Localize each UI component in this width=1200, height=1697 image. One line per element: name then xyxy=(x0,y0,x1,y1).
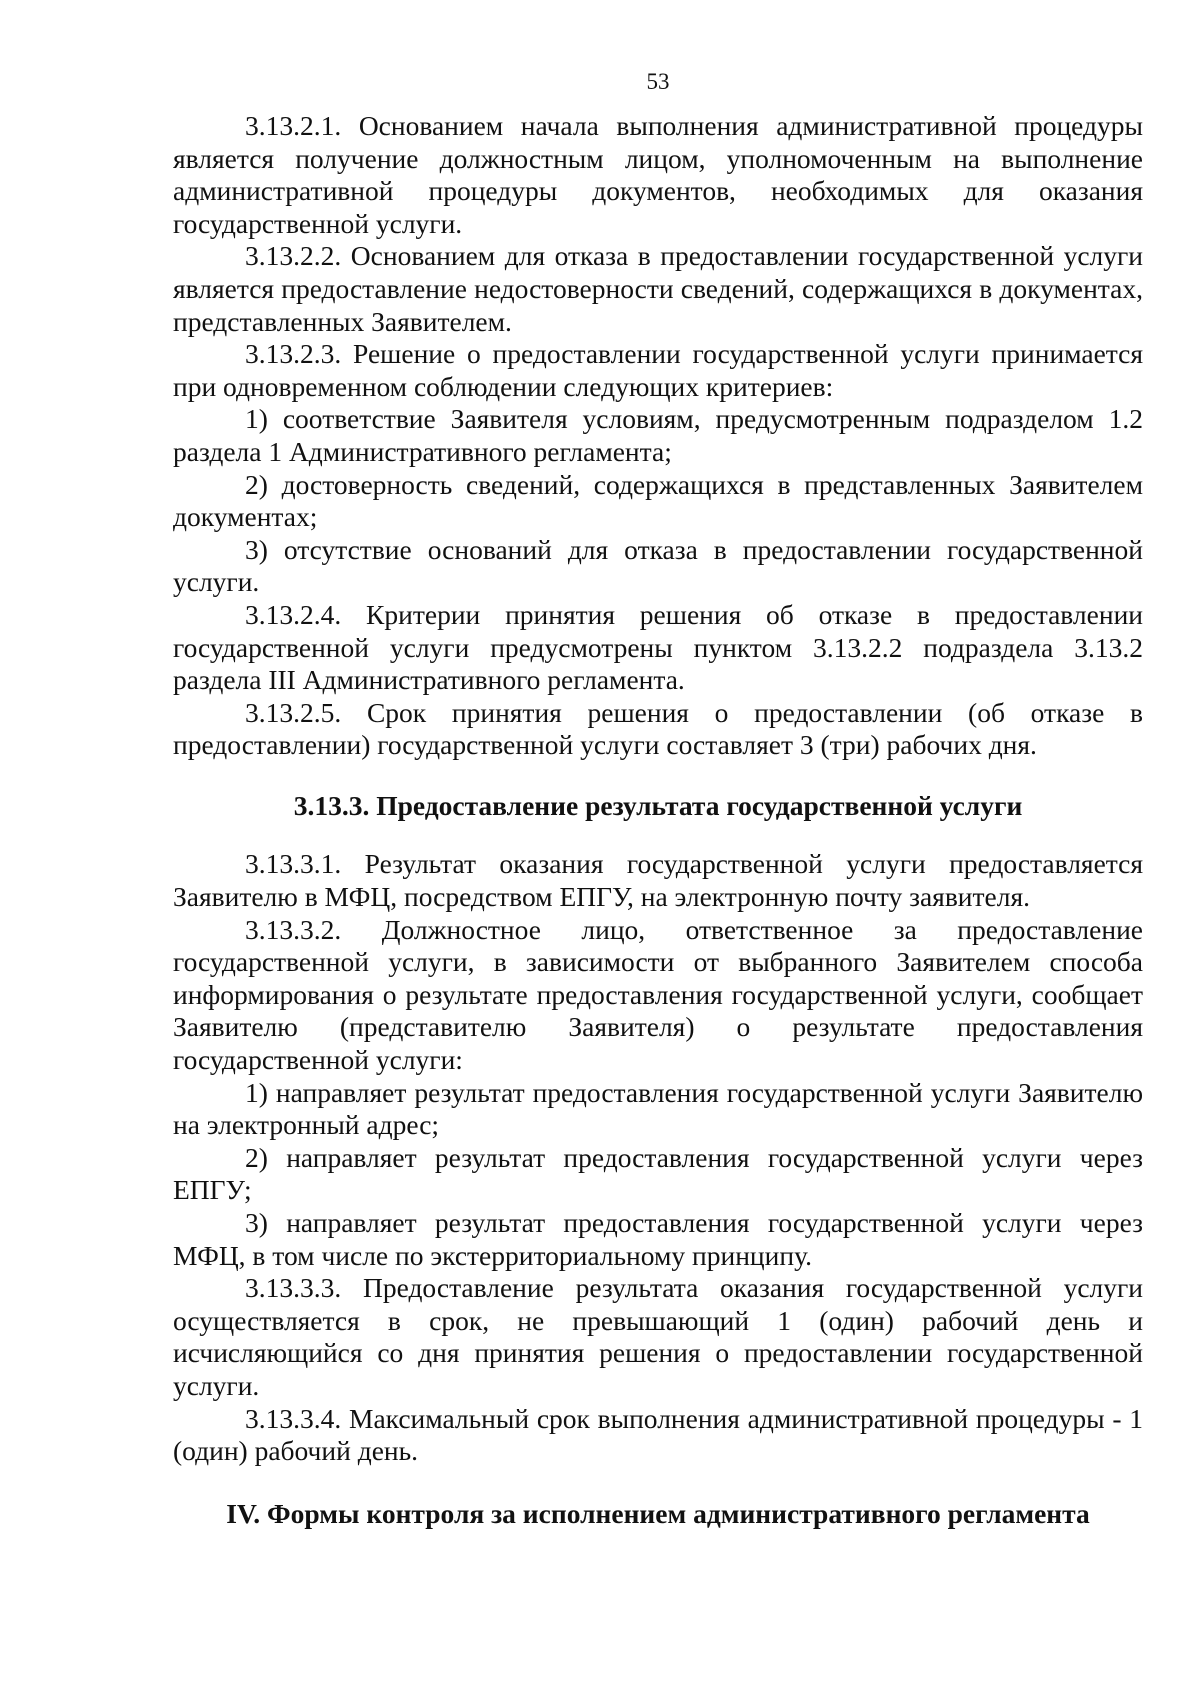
list-item-delivery-2: 2) направляет результат предоставления государственной услуги через ЕПГУ; xyxy=(173,1141,1143,1206)
document-page xyxy=(173,68,1143,1530)
list-item-delivery-3: 3) направляет результат предоставления государственной услуги через МФЦ, в том числе по экстерриториальному принципу. xyxy=(173,1207,1143,1271)
list-item-delivery-1: 1) направляет результат предоставления государственной услуги Заявителю на электронный адрес; xyxy=(173,1076,1143,1141)
paragraph-3-13-2-4: 3.13.2.4. Критерии принятия решения об отказе в предоставлении государственной услуги предусмотрены пунктом 3.13.2.2 подраздела 3.13.2 раздела III Административного регламента. xyxy=(173,598,1143,696)
section-heading-3-13-3: 3.13.3. Предоставление результата государственной услуги xyxy=(293,789,1023,821)
paragraph-3-13-3-4: 3.13.3.4. Максимальный срок выполнения административной процедуры - 1 (один) рабочий день. xyxy=(173,1402,1143,1467)
list-item-criterion-2: 2) достоверность сведений, содержащихся в представленных Заявителем документах; xyxy=(173,468,1143,533)
paragraph-3-13-2-3: 3.13.2.3. Решение о предоставлении государственной услуги принимается при одновременном соблюдении следующих критериев: xyxy=(173,338,1143,402)
paragraph-3-13-3-2: 3.13.3.2. Должностное лицо, ответственное за предоставление государственной услуги, в зависимости от выбранного Заявителем способа информирования о результате предоставления государственной услуги, сообщает Заявителю (представителю Заявителя) о результате предоставления государственной услуги: xyxy=(173,913,1143,1076)
page-number: 53 xyxy=(646,69,670,94)
paragraph-3-13-3-3: 3.13.3.3. Предоставление результата оказания государственной услуги осуществляется в срок, не превышающий 1 (один) рабочий день и исчисляющийся со дня принятия решения о предоставлении государственной услуги. xyxy=(173,1272,1143,1401)
list-item-criterion-1: 1) соответствие Заявителя условиям, предусмотренным подразделом 1.2 раздела 1 Административного регламента; xyxy=(173,403,1143,467)
section-heading-iv: IV. Формы контроля за исполнением административного регламента xyxy=(226,1497,1090,1529)
paragraph-3-13-2-2: 3.13.2.2. Основанием для отказа в предоставлении государственной услуги является предоставление недостоверности сведений, содержащихся в документах, представленных Заявителем. xyxy=(173,240,1143,337)
paragraph-3-13-2-1: 3.13.2.1. Основанием начала выполнения административной процедуры является получение должностным лицом, уполномоченным на выполнение административной процедуры документов, необходимых для оказания государственной услуги. xyxy=(173,110,1143,239)
paragraph-3-13-3-1: 3.13.3.1. Результат оказания государственной услуги предоставляется Заявителю в МФЦ, посредством ЕПГУ, на электронную почту заявителя. xyxy=(173,848,1143,913)
list-item-criterion-3: 3) отсутствие оснований для отказа в предоставлении государственной услуги. xyxy=(173,533,1143,598)
paragraph-3-13-2-5: 3.13.2.5. Срок принятия решения о предоставлении (об отказе в предоставлении) государственной услуги составляет 3 (три) рабочих дня. xyxy=(173,696,1143,761)
